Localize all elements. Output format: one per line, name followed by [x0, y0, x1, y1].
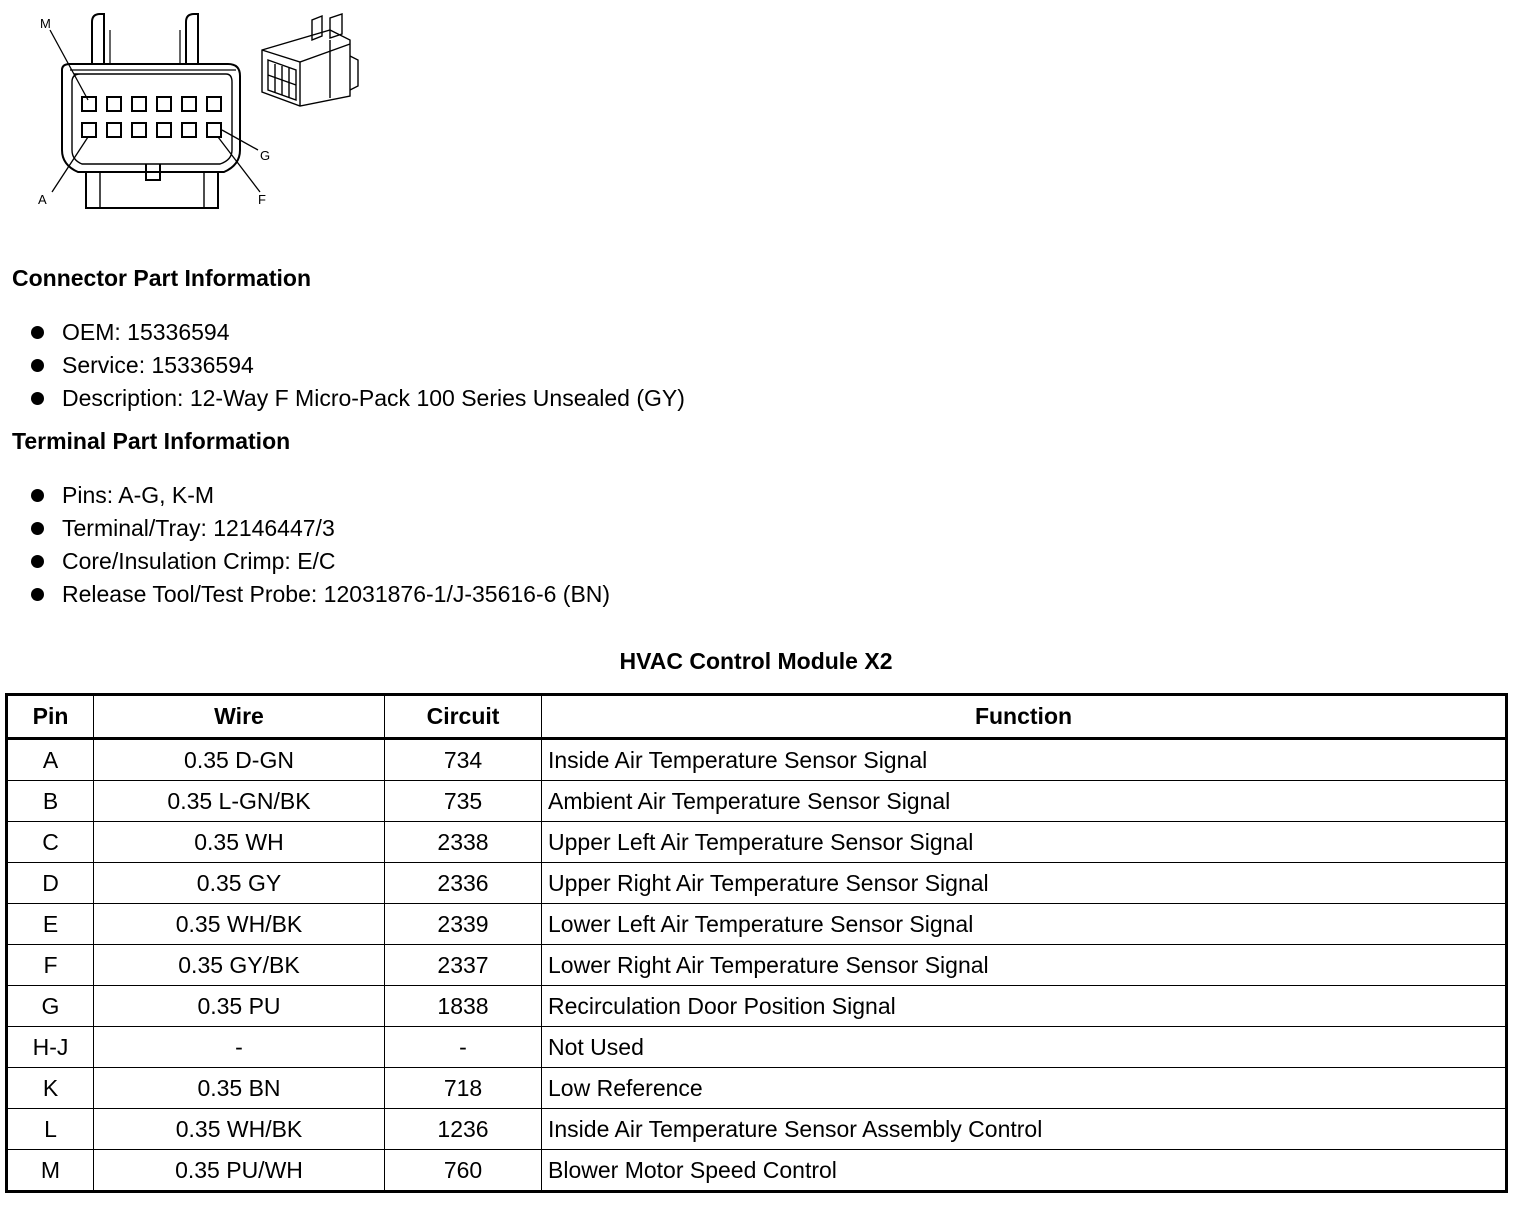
table-row — [7, 863, 1507, 904]
oem-number: OEM: 15336594 — [62, 319, 230, 345]
bullet-icon — [31, 392, 44, 405]
pin-cell: H-J — [7, 1027, 94, 1068]
list-item — [28, 316, 685, 349]
pin-cell: D — [7, 863, 94, 904]
pin-label-m: M — [40, 16, 51, 31]
table-row — [7, 739, 1507, 781]
table-row — [7, 1109, 1507, 1150]
connector-part-info-heading: Connector Part Information — [12, 265, 312, 291]
table-row — [7, 1027, 1507, 1068]
pin-cell: F — [7, 945, 94, 986]
pin-label-a: A — [38, 192, 47, 207]
table-title: HVAC Control Module X2 — [619, 648, 893, 674]
pin-cell: B — [7, 781, 94, 822]
table-row — [7, 904, 1507, 945]
list-item — [28, 512, 610, 545]
list-item — [28, 349, 685, 382]
terminal-tray: Terminal/Tray: 12146447/3 — [62, 515, 335, 541]
connector-description: Description: 12-Way F Micro-Pack 100 Series Unsealed (GY) — [62, 385, 685, 411]
circuit-cell: 734 — [385, 739, 542, 781]
pin-cell: G — [7, 986, 94, 1027]
column-header-pin: Pin — [7, 695, 94, 739]
function-cell: Lower Right Air Temperature Sensor Signal — [542, 945, 1507, 986]
pin-label-f: F — [258, 192, 266, 207]
function-cell: Low Reference — [542, 1068, 1507, 1109]
function-cell: Lower Left Air Temperature Sensor Signal — [542, 904, 1507, 945]
wire-cell: 0.35 GY/BK — [94, 945, 385, 986]
function-cell: Ambient Air Temperature Sensor Signal — [542, 781, 1507, 822]
table-row — [7, 1068, 1507, 1109]
circuit-cell: 2339 — [385, 904, 542, 945]
pin-cell: M — [7, 1150, 94, 1192]
wire-cell: 0.35 D-GN — [94, 739, 385, 781]
function-cell: Blower Motor Speed Control — [542, 1150, 1507, 1192]
circuit-cell: - — [385, 1027, 542, 1068]
pins-info: Pins: A-G, K-M — [62, 482, 215, 508]
function-cell: Upper Right Air Temperature Sensor Signal — [542, 863, 1507, 904]
release-tool-info: Release Tool/Test Probe: 12031876-1/J-35616-6 (BN) — [62, 581, 611, 607]
connector-part-info-list — [28, 316, 685, 415]
circuit-cell: 735 — [385, 781, 542, 822]
wire-cell: 0.35 GY — [94, 863, 385, 904]
pin-cell: K — [7, 1068, 94, 1109]
circuit-cell: 2338 — [385, 822, 542, 863]
column-header-function: Function — [542, 695, 1507, 739]
circuit-cell: 1236 — [385, 1109, 542, 1150]
table-row — [7, 1150, 1507, 1192]
bullet-icon — [31, 588, 44, 601]
table-row — [7, 986, 1507, 1027]
bullet-icon — [31, 489, 44, 502]
bullet-icon — [31, 326, 44, 339]
table-body — [7, 739, 1507, 1192]
wire-cell: 0.35 WH/BK — [94, 1109, 385, 1150]
list-item — [28, 479, 610, 512]
terminal-part-info-list — [28, 479, 610, 611]
bullet-icon — [31, 555, 44, 568]
circuit-cell: 2336 — [385, 863, 542, 904]
circuit-cell: 1838 — [385, 986, 542, 1027]
list-item — [28, 545, 610, 578]
column-header-circuit: Circuit — [385, 695, 542, 739]
crimp-info: Core/Insulation Crimp: E/C — [62, 548, 336, 574]
circuit-cell: 2337 — [385, 945, 542, 986]
function-cell: Not Used — [542, 1027, 1507, 1068]
function-cell: Recirculation Door Position Signal — [542, 986, 1507, 1027]
bullet-icon — [31, 359, 44, 372]
circuit-cell: 760 — [385, 1150, 542, 1192]
list-item — [28, 578, 610, 611]
wire-cell: - — [94, 1027, 385, 1068]
list-item — [28, 382, 685, 415]
wire-cell: 0.35 L-GN/BK — [94, 781, 385, 822]
connector-face-view — [50, 14, 260, 208]
pinout-table — [5, 693, 1508, 1193]
wire-cell: 0.35 PU/WH — [94, 1150, 385, 1192]
wire-cell: 0.35 PU — [94, 986, 385, 1027]
function-cell: Inside Air Temperature Sensor Assembly Control — [542, 1109, 1507, 1150]
wire-cell: 0.35 WH/BK — [94, 904, 385, 945]
wire-cell: 0.35 BN — [94, 1068, 385, 1109]
terminal-part-info-heading: Terminal Part Information — [12, 428, 291, 454]
connector-isometric-view — [262, 14, 358, 106]
wire-cell: 0.35 WH — [94, 822, 385, 863]
table-row — [7, 781, 1507, 822]
connector-diagram — [0, 0, 380, 230]
table-header-row — [7, 695, 1507, 739]
pin-label-g: G — [260, 148, 271, 163]
pin-cell: L — [7, 1109, 94, 1150]
pin-cell: E — [7, 904, 94, 945]
table-row — [7, 822, 1507, 863]
function-cell: Inside Air Temperature Sensor Signal — [542, 739, 1507, 781]
function-cell: Upper Left Air Temperature Sensor Signal — [542, 822, 1507, 863]
column-header-wire: Wire — [94, 695, 385, 739]
table-row — [7, 945, 1507, 986]
pin-cell: C — [7, 822, 94, 863]
pin-cell: A — [7, 739, 94, 781]
bullet-icon — [31, 522, 44, 535]
circuit-cell: 718 — [385, 1068, 542, 1109]
service-number: Service: 15336594 — [62, 352, 254, 378]
